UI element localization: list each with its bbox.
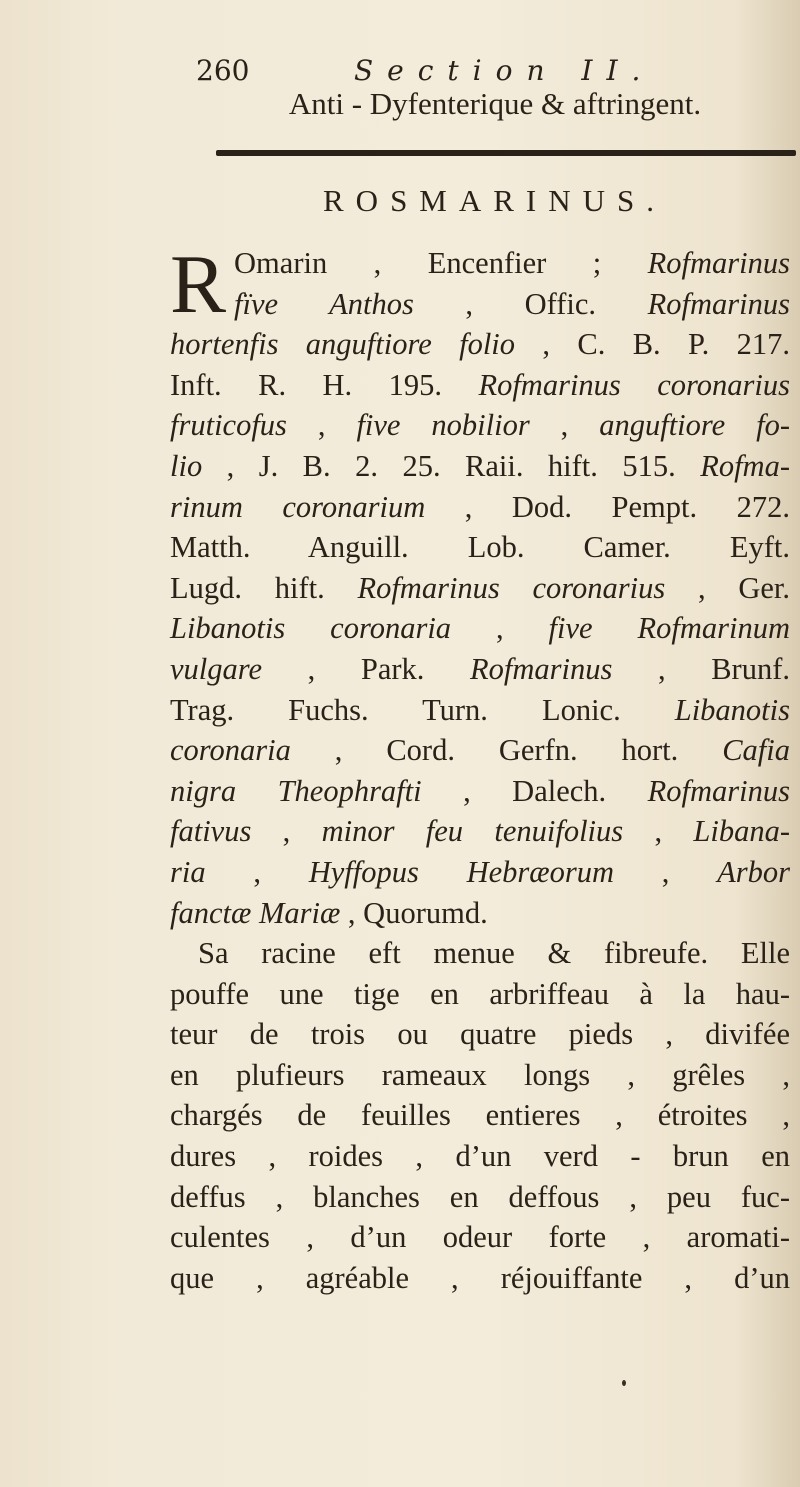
text-line bbox=[170, 243, 790, 284]
drop-cap: R bbox=[170, 238, 227, 331]
text-run: Omarin , Encenfier ; bbox=[234, 246, 648, 280]
text-run: , Brunf. bbox=[612, 651, 790, 686]
latin-name: five nobilior bbox=[356, 408, 530, 443]
text-run: , bbox=[529, 408, 600, 443]
text-run: Matth. Anguill. Lob. Camer. Eyft. bbox=[170, 530, 790, 565]
text-line bbox=[170, 811, 790, 852]
page-number: 260 bbox=[196, 54, 250, 87]
latin-name: rinum coronarium bbox=[170, 489, 426, 524]
text-run: , bbox=[286, 408, 357, 443]
latin-name: lio bbox=[170, 448, 203, 483]
section-subtitle: Anti - Dyfenterique & aftringent. bbox=[288, 86, 702, 121]
latin-name: five Rofmarinum bbox=[548, 611, 790, 646]
text-line bbox=[170, 405, 790, 446]
latin-name: Libanotis bbox=[674, 692, 790, 727]
text-line: pouffe une tige en arbriffeau à la hau- bbox=[170, 976, 790, 1011]
text-run: , bbox=[205, 854, 309, 889]
text-run: , Dod. Pempt. 272. bbox=[425, 489, 790, 524]
text-run: , Ger. bbox=[665, 570, 790, 605]
latin-name: Rofma- bbox=[700, 448, 790, 483]
latin-name: nigra Theophrafti bbox=[170, 773, 422, 808]
text-run: , J. B. 2. 25. Raii. hift. 515. bbox=[202, 448, 701, 483]
latin-name: Rofmarinus bbox=[647, 246, 790, 280]
text-line bbox=[170, 771, 790, 812]
description-paragraph bbox=[170, 933, 790, 1298]
latin-name: Rofmarinus bbox=[647, 773, 790, 808]
entry-body bbox=[170, 238, 791, 1298]
latin-name: Rofmarinus bbox=[647, 286, 790, 321]
text-run: , Offic. bbox=[413, 286, 648, 321]
section-title: Section II. bbox=[354, 54, 655, 87]
text-line: dures , roides , d’un verd - brun en bbox=[170, 1139, 790, 1174]
text-run: Trag. Fuchs. Turn. Lonic. bbox=[170, 692, 675, 727]
text-line bbox=[170, 568, 790, 609]
text-line bbox=[170, 527, 790, 568]
latin-name: anguftiore fo- bbox=[599, 408, 790, 443]
latin-name: hortenfis anguftiore folio bbox=[170, 327, 516, 362]
latin-name: fïve Anthos bbox=[234, 286, 414, 321]
text-run: , Cord. Gerfn. hort. bbox=[290, 733, 723, 768]
header-rule bbox=[216, 150, 796, 156]
text-line bbox=[170, 730, 790, 771]
latin-name: vulgare bbox=[170, 651, 263, 686]
latin-name: Arbor bbox=[717, 854, 791, 889]
text-line bbox=[170, 446, 790, 487]
text-line: Sa racine eft menue & fibreufe. Elle bbox=[198, 936, 790, 971]
latin-name: Rofmarinus coronarius bbox=[478, 367, 790, 402]
text-run: Lugd. hift. bbox=[170, 570, 358, 605]
latin-name: ria bbox=[170, 854, 206, 889]
text-line bbox=[170, 365, 790, 406]
text-line: deffus , blanches en deffous , peu fuc- bbox=[170, 1179, 790, 1214]
latin-name: fruticofus bbox=[170, 408, 287, 443]
text-run: Inft. R. H. 195. bbox=[170, 367, 479, 402]
text-line: chargés de feuilles entieres , étroites , bbox=[170, 1098, 790, 1133]
text-line bbox=[170, 893, 790, 934]
text-line bbox=[170, 324, 790, 365]
latin-name: coronaria bbox=[170, 733, 291, 768]
latin-name: Rofmarinus coronarius bbox=[357, 570, 666, 605]
latin-name: Cafia bbox=[722, 733, 790, 768]
paper-speck bbox=[622, 1380, 626, 1386]
text-run: , Dalech. bbox=[421, 773, 648, 808]
entry-title: ROSMARINUS. bbox=[323, 183, 667, 218]
latin-name: minor feu tenuifolius bbox=[321, 814, 624, 849]
text-run: , bbox=[623, 814, 694, 849]
text-run: , Park. bbox=[262, 651, 471, 686]
latin-name: Rofmarinus bbox=[470, 651, 613, 686]
text-line bbox=[170, 852, 790, 893]
text-line bbox=[170, 284, 790, 325]
text-line bbox=[170, 487, 790, 528]
text-run: , bbox=[451, 611, 549, 646]
latin-name: Libanotis coronaria bbox=[170, 611, 452, 646]
text-run: , C. B. P. 217. bbox=[515, 327, 790, 362]
text-line bbox=[170, 690, 790, 731]
text-line: culentes , d’un odeur forte , aromati- bbox=[170, 1220, 790, 1255]
text-run: , bbox=[614, 854, 718, 889]
text-line: en plufieurs rameaux longs , grêles , bbox=[170, 1057, 790, 1092]
text-run: , Quorumd. bbox=[340, 895, 488, 930]
latin-name: fanctæ Mariæ bbox=[170, 895, 341, 930]
text-line bbox=[170, 649, 790, 690]
latin-name: Libana- bbox=[693, 814, 791, 849]
latin-name: fativus bbox=[170, 814, 252, 849]
latin-name: Hyffopus Hebræorum bbox=[308, 854, 615, 889]
text-run: , bbox=[251, 814, 322, 849]
text-line: que , agréable , réjouiffante , d’un bbox=[170, 1260, 790, 1295]
text-line: teur de trois ou quatre pieds , divifée bbox=[170, 1017, 790, 1052]
synonym-list bbox=[170, 238, 791, 933]
text-line bbox=[170, 608, 790, 649]
